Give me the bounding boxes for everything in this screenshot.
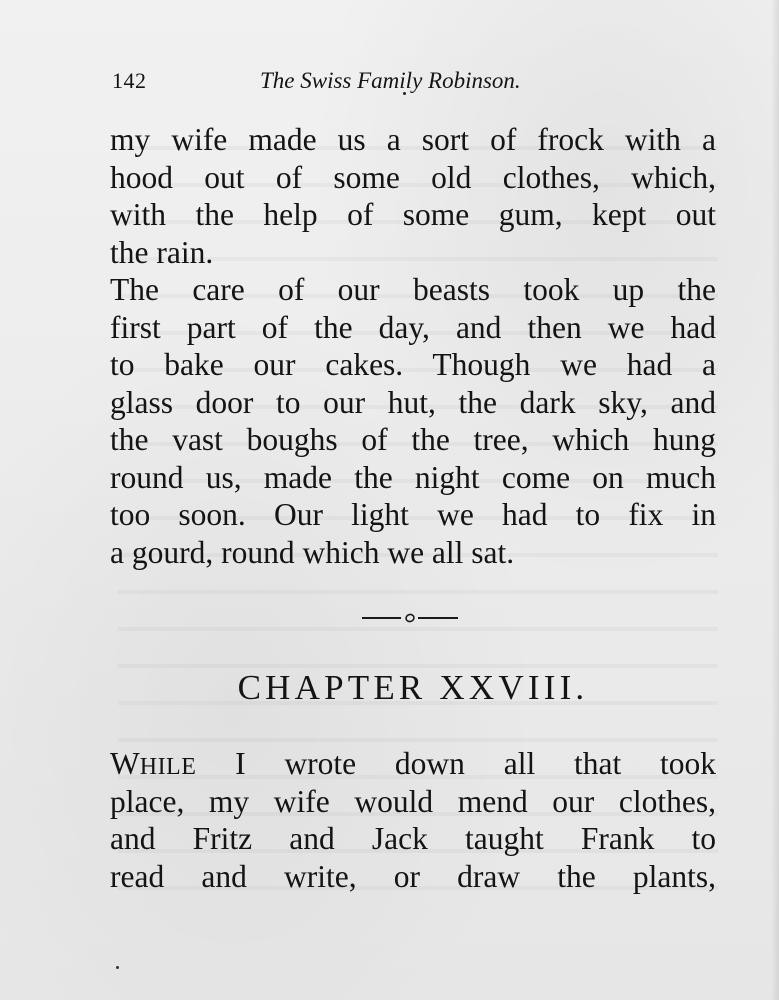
chapter-opening-paragraph (110, 745, 716, 895)
ink-speck (116, 966, 119, 969)
small-caps-word: HILE (139, 754, 197, 780)
text-line: glass door to our hut, the dark sky, and (110, 384, 716, 420)
text-line: round us, made the night come on much (110, 459, 716, 495)
drop-initial: W (110, 746, 140, 781)
section-divider-ornament (360, 606, 460, 630)
paragraph-continued (110, 121, 716, 271)
text-line: with the help of some gum, kept out (110, 197, 716, 232)
text-line: the rain. (110, 234, 214, 270)
text-line: first part of the day, and then we had (110, 309, 716, 345)
text-line: to bake our cakes. Though we had a (110, 347, 716, 382)
text-line: too soon. Our light we had to fix in (110, 497, 716, 532)
chapter-heading: CHAPTER XXVIII. (237, 668, 589, 707)
text-line: my wife made us a sort of frock with a (110, 122, 716, 157)
text-line: read and write, or draw the plants, (110, 858, 716, 894)
text-line: place, my wife would mend our clothes, (110, 783, 716, 819)
page-edge-shadow (771, 0, 779, 1000)
running-title: The Swiss Family Robinson. (260, 68, 521, 93)
text-line (110, 745, 716, 783)
running-header (112, 68, 718, 100)
text-line: the vast boughs of the tree, which hung (110, 422, 716, 457)
first-line-text: I wrote down all that took (196, 746, 716, 781)
text-line: The care of our beasts took up the (110, 272, 716, 307)
page-number: 142 (112, 68, 147, 93)
text-line: a gourd, round which we all sat. (110, 534, 515, 570)
text-line: hood out of some old clothes, which, (110, 159, 716, 195)
text-line: and Fritz and Jack taught Frank to (110, 821, 716, 856)
paragraph (110, 271, 716, 571)
